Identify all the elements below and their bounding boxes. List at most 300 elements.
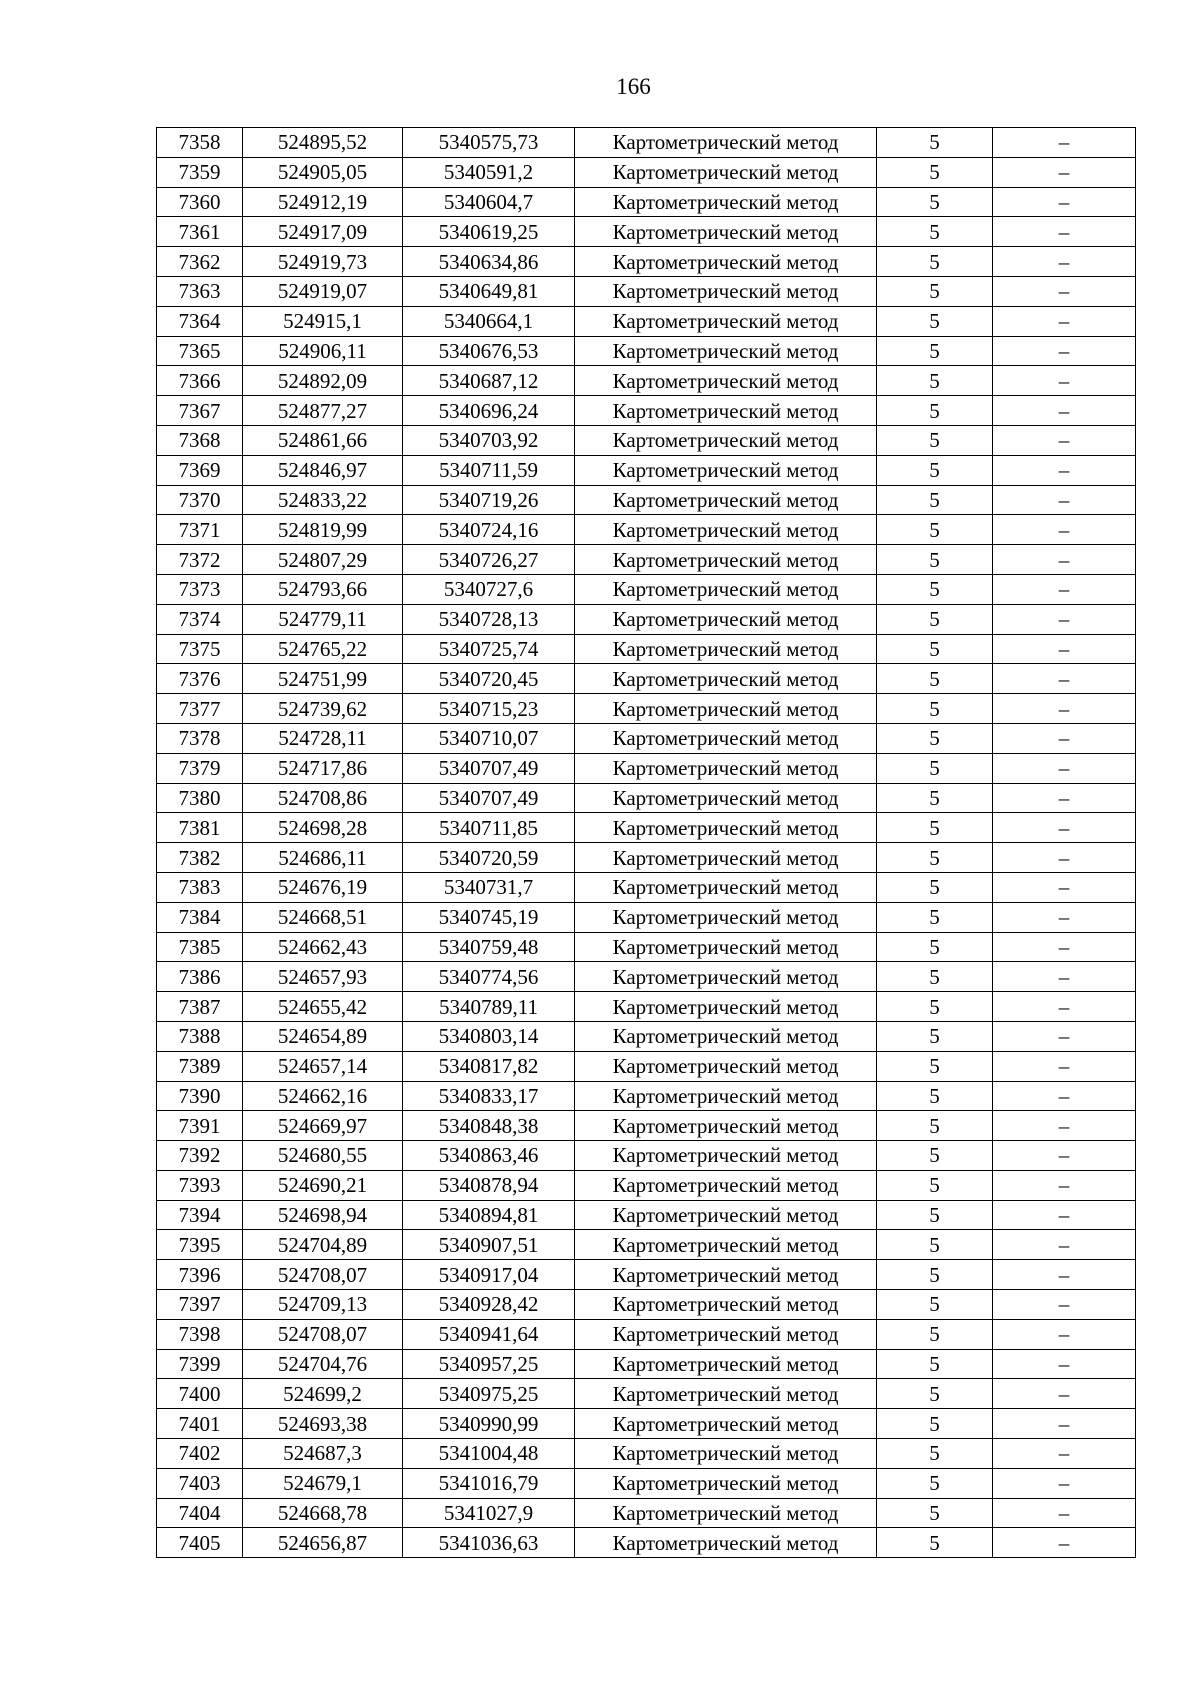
y-coordinate-cell: 5340575,73: [403, 128, 575, 158]
y-coordinate-cell: 5340728,13: [403, 604, 575, 634]
page-number: 166: [616, 74, 651, 99]
note-cell: –: [993, 932, 1136, 962]
table-row: [157, 515, 1136, 545]
point-number-cell: 7376: [157, 664, 243, 694]
method-cell: Картометрический метод: [575, 634, 877, 664]
x-coordinate-cell: 524807,29: [243, 545, 403, 575]
x-coordinate-cell: 524686,11: [243, 843, 403, 873]
accuracy-cell: 5: [877, 664, 993, 694]
table-row: [157, 783, 1136, 813]
x-coordinate-cell: 524915,1: [243, 306, 403, 336]
accuracy-cell: 5: [877, 574, 993, 604]
y-coordinate-cell: 5340774,56: [403, 962, 575, 992]
note-cell: –: [993, 217, 1136, 247]
note-cell: –: [993, 157, 1136, 187]
note-cell: –: [993, 306, 1136, 336]
note-cell: –: [993, 1081, 1136, 1111]
note-cell: –: [993, 1409, 1136, 1439]
method-cell: Картометрический метод: [575, 187, 877, 217]
accuracy-cell: 5: [877, 276, 993, 306]
method-cell: Картометрический метод: [575, 515, 877, 545]
y-coordinate-cell: 5340619,25: [403, 217, 575, 247]
accuracy-cell: 5: [877, 1349, 993, 1379]
x-coordinate-cell: 524687,3: [243, 1439, 403, 1469]
accuracy-cell: 5: [877, 753, 993, 783]
method-cell: Картометрический метод: [575, 1081, 877, 1111]
point-number-cell: 7358: [157, 128, 243, 158]
x-coordinate-cell: 524690,21: [243, 1170, 403, 1200]
x-coordinate-cell: 524905,05: [243, 157, 403, 187]
table-row: [157, 1319, 1136, 1349]
x-coordinate-cell: 524693,38: [243, 1409, 403, 1439]
y-coordinate-cell: 5340696,24: [403, 396, 575, 426]
y-coordinate-cell: 5340817,82: [403, 1051, 575, 1081]
note-cell: –: [993, 1439, 1136, 1469]
method-cell: Картометрический метод: [575, 783, 877, 813]
note-cell: –: [993, 1319, 1136, 1349]
x-coordinate-cell: 524708,07: [243, 1319, 403, 1349]
note-cell: –: [993, 485, 1136, 515]
table-row: [157, 902, 1136, 932]
point-number-cell: 7388: [157, 1021, 243, 1051]
note-cell: –: [993, 694, 1136, 724]
method-cell: Картометрический метод: [575, 902, 877, 932]
point-number-cell: 7386: [157, 962, 243, 992]
x-coordinate-cell: 524917,09: [243, 217, 403, 247]
x-coordinate-cell: 524708,86: [243, 783, 403, 813]
table-row: [157, 1170, 1136, 1200]
method-cell: Картометрический метод: [575, 694, 877, 724]
table-row: [157, 1111, 1136, 1141]
point-number-cell: 7401: [157, 1409, 243, 1439]
point-number-cell: 7372: [157, 545, 243, 575]
table-row: [157, 1349, 1136, 1379]
point-number-cell: 7379: [157, 753, 243, 783]
point-number-cell: 7365: [157, 336, 243, 366]
point-number-cell: 7362: [157, 247, 243, 277]
table-row: [157, 425, 1136, 455]
y-coordinate-cell: 5340719,26: [403, 485, 575, 515]
table-row: [157, 1230, 1136, 1260]
point-number-cell: 7385: [157, 932, 243, 962]
y-coordinate-cell: 5340863,46: [403, 1141, 575, 1171]
method-cell: Картометрический метод: [575, 1051, 877, 1081]
y-coordinate-cell: 5340759,48: [403, 932, 575, 962]
method-cell: Картометрический метод: [575, 1200, 877, 1230]
method-cell: Картометрический метод: [575, 992, 877, 1022]
note-cell: –: [993, 1498, 1136, 1528]
x-coordinate-cell: 524708,07: [243, 1260, 403, 1290]
table-row: [157, 545, 1136, 575]
x-coordinate-cell: 524679,1: [243, 1468, 403, 1498]
accuracy-cell: 5: [877, 1319, 993, 1349]
x-coordinate-cell: 524662,43: [243, 932, 403, 962]
y-coordinate-cell: 5340676,53: [403, 336, 575, 366]
point-number-cell: 7375: [157, 634, 243, 664]
accuracy-cell: 5: [877, 545, 993, 575]
x-coordinate-cell: 524680,55: [243, 1141, 403, 1171]
x-coordinate-cell: 524906,11: [243, 336, 403, 366]
point-number-cell: 7366: [157, 366, 243, 396]
method-cell: Картометрический метод: [575, 157, 877, 187]
point-number-cell: 7378: [157, 723, 243, 753]
method-cell: Картометрический метод: [575, 1498, 877, 1528]
point-number-cell: 7397: [157, 1290, 243, 1320]
method-cell: Картометрический метод: [575, 962, 877, 992]
accuracy-cell: 5: [877, 1290, 993, 1320]
table-row: [157, 1528, 1136, 1558]
method-cell: Картометрический метод: [575, 1230, 877, 1260]
note-cell: –: [993, 1111, 1136, 1141]
y-coordinate-cell: 5340724,16: [403, 515, 575, 545]
method-cell: Картометрический метод: [575, 545, 877, 575]
method-cell: Картометрический метод: [575, 664, 877, 694]
accuracy-cell: 5: [877, 217, 993, 247]
y-coordinate-cell: 5341016,79: [403, 1468, 575, 1498]
note-cell: –: [993, 843, 1136, 873]
coordinates-table-body: [157, 128, 1136, 1558]
method-cell: Картометрический метод: [575, 1319, 877, 1349]
note-cell: –: [993, 545, 1136, 575]
note-cell: –: [993, 1170, 1136, 1200]
y-coordinate-cell: 5340720,59: [403, 843, 575, 873]
point-number-cell: 7368: [157, 425, 243, 455]
accuracy-cell: 5: [877, 902, 993, 932]
y-coordinate-cell: 5340745,19: [403, 902, 575, 932]
accuracy-cell: 5: [877, 485, 993, 515]
method-cell: Картометрический метод: [575, 128, 877, 158]
x-coordinate-cell: 524717,86: [243, 753, 403, 783]
method-cell: Картометрический метод: [575, 604, 877, 634]
x-coordinate-cell: 524669,97: [243, 1111, 403, 1141]
y-coordinate-cell: 5340703,92: [403, 425, 575, 455]
note-cell: –: [993, 128, 1136, 158]
y-coordinate-cell: 5340928,42: [403, 1290, 575, 1320]
y-coordinate-cell: 5340848,38: [403, 1111, 575, 1141]
table-row: [157, 1468, 1136, 1498]
point-number-cell: 7402: [157, 1439, 243, 1469]
accuracy-cell: 5: [877, 992, 993, 1022]
x-coordinate-cell: 524919,07: [243, 276, 403, 306]
point-number-cell: 7359: [157, 157, 243, 187]
method-cell: Картометрический метод: [575, 1468, 877, 1498]
note-cell: –: [993, 574, 1136, 604]
point-number-cell: 7387: [157, 992, 243, 1022]
point-number-cell: 7360: [157, 187, 243, 217]
table-row: [157, 1200, 1136, 1230]
point-number-cell: 7363: [157, 276, 243, 306]
point-number-cell: 7381: [157, 813, 243, 843]
x-coordinate-cell: 524793,66: [243, 574, 403, 604]
table-row: [157, 1021, 1136, 1051]
method-cell: Картометрический метод: [575, 1290, 877, 1320]
accuracy-cell: 5: [877, 1170, 993, 1200]
accuracy-cell: 5: [877, 187, 993, 217]
accuracy-cell: 5: [877, 813, 993, 843]
y-coordinate-cell: 5340591,2: [403, 157, 575, 187]
point-number-cell: 7367: [157, 396, 243, 426]
method-cell: Картометрический метод: [575, 306, 877, 336]
method-cell: Картометрический метод: [575, 1379, 877, 1409]
point-number-cell: 7404: [157, 1498, 243, 1528]
table-row: [157, 128, 1136, 158]
table-row: [157, 247, 1136, 277]
note-cell: –: [993, 1051, 1136, 1081]
y-coordinate-cell: 5340720,45: [403, 664, 575, 694]
x-coordinate-cell: 524895,52: [243, 128, 403, 158]
method-cell: Картометрический метод: [575, 1021, 877, 1051]
table-row: [157, 217, 1136, 247]
method-cell: Картометрический метод: [575, 1260, 877, 1290]
y-coordinate-cell: 5340687,12: [403, 366, 575, 396]
table-row: [157, 664, 1136, 694]
accuracy-cell: 5: [877, 396, 993, 426]
point-number-cell: 7373: [157, 574, 243, 604]
y-coordinate-cell: 5340715,23: [403, 694, 575, 724]
note-cell: –: [993, 1528, 1136, 1558]
x-coordinate-cell: 524654,89: [243, 1021, 403, 1051]
table-row: [157, 1498, 1136, 1528]
x-coordinate-cell: 524728,11: [243, 723, 403, 753]
x-coordinate-cell: 524819,99: [243, 515, 403, 545]
y-coordinate-cell: 5341036,63: [403, 1528, 575, 1558]
point-number-cell: 7364: [157, 306, 243, 336]
y-coordinate-cell: 5340878,94: [403, 1170, 575, 1200]
table-row: [157, 276, 1136, 306]
table-row: [157, 962, 1136, 992]
accuracy-cell: 5: [877, 247, 993, 277]
note-cell: –: [993, 872, 1136, 902]
y-coordinate-cell: 5340604,7: [403, 187, 575, 217]
x-coordinate-cell: 524704,89: [243, 1230, 403, 1260]
point-number-cell: 7369: [157, 455, 243, 485]
point-number-cell: 7361: [157, 217, 243, 247]
x-coordinate-cell: 524668,78: [243, 1498, 403, 1528]
accuracy-cell: 5: [877, 1081, 993, 1111]
table-row: [157, 1081, 1136, 1111]
method-cell: Картометрический метод: [575, 753, 877, 783]
accuracy-cell: 5: [877, 1439, 993, 1469]
accuracy-cell: 5: [877, 604, 993, 634]
table-row: [157, 1051, 1136, 1081]
method-cell: Картометрический метод: [575, 485, 877, 515]
method-cell: Картометрический метод: [575, 455, 877, 485]
point-number-cell: 7400: [157, 1379, 243, 1409]
y-coordinate-cell: 5340917,04: [403, 1260, 575, 1290]
accuracy-cell: 5: [877, 1528, 993, 1558]
note-cell: –: [993, 604, 1136, 634]
note-cell: –: [993, 634, 1136, 664]
method-cell: Картометрический метод: [575, 1141, 877, 1171]
table-row: [157, 574, 1136, 604]
y-coordinate-cell: 5340707,49: [403, 783, 575, 813]
y-coordinate-cell: 5340711,85: [403, 813, 575, 843]
method-cell: Картометрический метод: [575, 336, 877, 366]
note-cell: –: [993, 783, 1136, 813]
table-row: [157, 753, 1136, 783]
accuracy-cell: 5: [877, 723, 993, 753]
method-cell: Картометрический метод: [575, 396, 877, 426]
x-coordinate-cell: 524668,51: [243, 902, 403, 932]
accuracy-cell: 5: [877, 1051, 993, 1081]
note-cell: –: [993, 1021, 1136, 1051]
accuracy-cell: 5: [877, 1409, 993, 1439]
x-coordinate-cell: 524709,13: [243, 1290, 403, 1320]
note-cell: –: [993, 455, 1136, 485]
x-coordinate-cell: 524655,42: [243, 992, 403, 1022]
x-coordinate-cell: 524704,76: [243, 1349, 403, 1379]
note-cell: –: [993, 1290, 1136, 1320]
note-cell: –: [993, 1141, 1136, 1171]
accuracy-cell: 5: [877, 1141, 993, 1171]
y-coordinate-cell: 5340833,17: [403, 1081, 575, 1111]
point-number-cell: 7389: [157, 1051, 243, 1081]
note-cell: –: [993, 336, 1136, 366]
accuracy-cell: 5: [877, 962, 993, 992]
note-cell: –: [993, 962, 1136, 992]
accuracy-cell: 5: [877, 634, 993, 664]
x-coordinate-cell: 524699,2: [243, 1379, 403, 1409]
accuracy-cell: 5: [877, 1111, 993, 1141]
method-cell: Картометрический метод: [575, 217, 877, 247]
accuracy-cell: 5: [877, 306, 993, 336]
method-cell: Картометрический метод: [575, 843, 877, 873]
accuracy-cell: 5: [877, 366, 993, 396]
accuracy-cell: 5: [877, 157, 993, 187]
accuracy-cell: 5: [877, 336, 993, 366]
table-row: [157, 485, 1136, 515]
y-coordinate-cell: 5340957,25: [403, 1349, 575, 1379]
table-row: [157, 1409, 1136, 1439]
point-number-cell: 7399: [157, 1349, 243, 1379]
accuracy-cell: 5: [877, 1260, 993, 1290]
y-coordinate-cell: 5340634,86: [403, 247, 575, 277]
x-coordinate-cell: 524751,99: [243, 664, 403, 694]
point-number-cell: 7380: [157, 783, 243, 813]
coordinates-table: [156, 127, 1136, 1558]
point-number-cell: 7395: [157, 1230, 243, 1260]
note-cell: –: [993, 664, 1136, 694]
x-coordinate-cell: 524698,94: [243, 1200, 403, 1230]
method-cell: Картометрический метод: [575, 1111, 877, 1141]
point-number-cell: 7390: [157, 1081, 243, 1111]
note-cell: –: [993, 753, 1136, 783]
table-row: [157, 1260, 1136, 1290]
method-cell: Картометрический метод: [575, 1170, 877, 1200]
table-row: [157, 694, 1136, 724]
y-coordinate-cell: 5340975,25: [403, 1379, 575, 1409]
method-cell: Картометрический метод: [575, 723, 877, 753]
point-number-cell: 7398: [157, 1319, 243, 1349]
table-row: [157, 604, 1136, 634]
x-coordinate-cell: 524765,22: [243, 634, 403, 664]
accuracy-cell: 5: [877, 783, 993, 813]
table-row: [157, 455, 1136, 485]
x-coordinate-cell: 524846,97: [243, 455, 403, 485]
note-cell: –: [993, 247, 1136, 277]
y-coordinate-cell: 5340649,81: [403, 276, 575, 306]
y-coordinate-cell: 5341004,48: [403, 1439, 575, 1469]
point-number-cell: 7405: [157, 1528, 243, 1558]
accuracy-cell: 5: [877, 515, 993, 545]
table-row: [157, 992, 1136, 1022]
method-cell: Картометрический метод: [575, 1409, 877, 1439]
note-cell: –: [993, 1230, 1136, 1260]
x-coordinate-cell: 524657,14: [243, 1051, 403, 1081]
accuracy-cell: 5: [877, 1021, 993, 1051]
table-row: [157, 1379, 1136, 1409]
point-number-cell: 7374: [157, 604, 243, 634]
y-coordinate-cell: 5340664,1: [403, 306, 575, 336]
x-coordinate-cell: 524877,27: [243, 396, 403, 426]
y-coordinate-cell: 5340725,74: [403, 634, 575, 664]
note-cell: –: [993, 1260, 1136, 1290]
note-cell: –: [993, 1349, 1136, 1379]
note-cell: –: [993, 276, 1136, 306]
point-number-cell: 7370: [157, 485, 243, 515]
table-row: [157, 932, 1136, 962]
x-coordinate-cell: 524698,28: [243, 813, 403, 843]
table-row: [157, 634, 1136, 664]
accuracy-cell: 5: [877, 128, 993, 158]
table-row: [157, 813, 1136, 843]
table-row: [157, 366, 1136, 396]
note-cell: –: [993, 1379, 1136, 1409]
accuracy-cell: 5: [877, 455, 993, 485]
x-coordinate-cell: 524662,16: [243, 1081, 403, 1111]
note-cell: –: [993, 723, 1136, 753]
table-row: [157, 396, 1136, 426]
note-cell: –: [993, 902, 1136, 932]
method-cell: Картометрический метод: [575, 574, 877, 604]
point-number-cell: 7384: [157, 902, 243, 932]
accuracy-cell: 5: [877, 1230, 993, 1260]
note-cell: –: [993, 425, 1136, 455]
point-number-cell: 7403: [157, 1468, 243, 1498]
table-row: [157, 187, 1136, 217]
y-coordinate-cell: 5340907,51: [403, 1230, 575, 1260]
point-number-cell: 7393: [157, 1170, 243, 1200]
method-cell: Картометрический метод: [575, 872, 877, 902]
table-row: [157, 157, 1136, 187]
method-cell: Картометрический метод: [575, 425, 877, 455]
point-number-cell: 7383: [157, 872, 243, 902]
y-coordinate-cell: 5340894,81: [403, 1200, 575, 1230]
note-cell: –: [993, 515, 1136, 545]
table-row: [157, 723, 1136, 753]
accuracy-cell: 5: [877, 1468, 993, 1498]
point-number-cell: 7377: [157, 694, 243, 724]
x-coordinate-cell: 524739,62: [243, 694, 403, 724]
accuracy-cell: 5: [877, 1498, 993, 1528]
x-coordinate-cell: 524861,66: [243, 425, 403, 455]
table-row: [157, 1439, 1136, 1469]
y-coordinate-cell: 5340941,64: [403, 1319, 575, 1349]
y-coordinate-cell: 5341027,9: [403, 1498, 575, 1528]
note-cell: –: [993, 366, 1136, 396]
table-row: [157, 843, 1136, 873]
point-number-cell: 7396: [157, 1260, 243, 1290]
x-coordinate-cell: 524656,87: [243, 1528, 403, 1558]
method-cell: Картометрический метод: [575, 813, 877, 843]
note-cell: –: [993, 992, 1136, 1022]
y-coordinate-cell: 5340803,14: [403, 1021, 575, 1051]
table-row: [157, 1141, 1136, 1171]
y-coordinate-cell: 5340789,11: [403, 992, 575, 1022]
point-number-cell: 7371: [157, 515, 243, 545]
note-cell: –: [993, 396, 1136, 426]
method-cell: Картометрический метод: [575, 932, 877, 962]
